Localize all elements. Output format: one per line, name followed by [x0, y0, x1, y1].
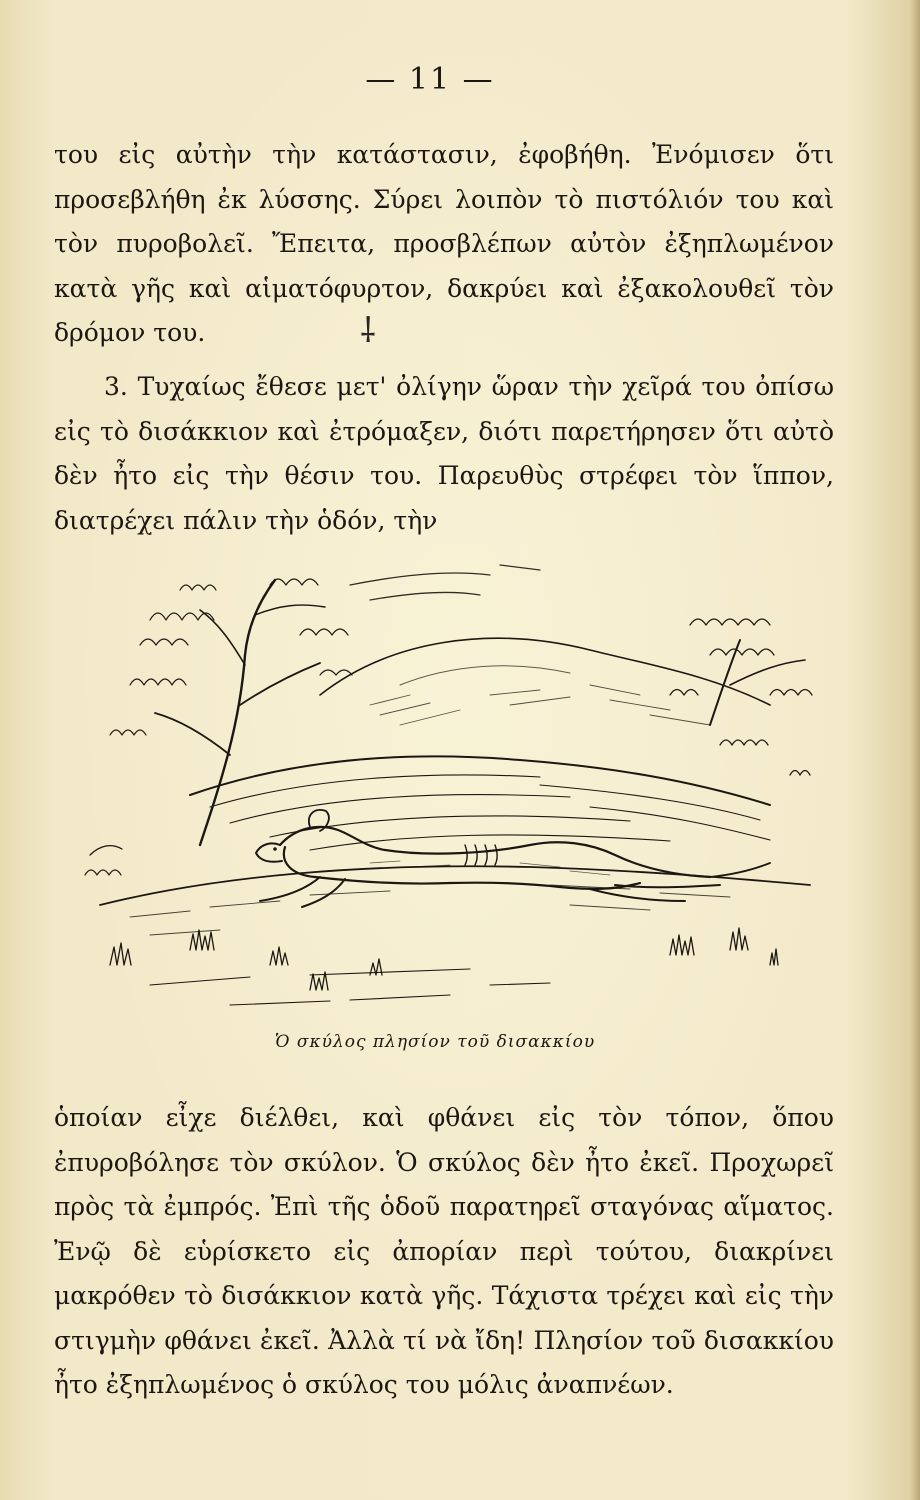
paragraph-middle: 3. Τυχαίως ἔθεσε μετ' ὀλίγην ὥραν τὴν χεῖρά του ὀπίσω εἰς τὸ δισάκκιον καὶ ἐτρόμαξεν, διότι παρετήρησεν ὅτι αὐτὸ δὲν ἦτο εἰς τὴν θέσιν του. Παρευθὺς στρέφει τὸν ἵππον, διατρέχει πάλιν τὴν ὁδόν, τὴν — [54, 372, 834, 535]
page-number: — 11 — — [365, 62, 495, 97]
illustration-caption: Ὁ σκύλος πλησίον τοῦ δισακκίου — [274, 1032, 596, 1052]
handwritten-mark: ⸸ — [360, 311, 376, 351]
paragraph-top: του εἰς αὐτὴν τὴν κατάστασιν, ἐφοβήθη. Ἐνόμισεν ὅτι προσεβλήθη ἐκ λύσσης. Σύρει λοιπὸν τὸ πιστόλιόν του καὶ τὸν πυροβολεῖ. Ἔπειτα, προσβλέπων αὐτὸν ἐξηπλωμένον κατὰ γῆς καὶ αἱματόφυρτον, δακρύει καὶ ἐξακολουθεῖ τὸν δρόμον του. — [54, 140, 834, 347]
dog-engraving-icon — [70, 545, 840, 1025]
paragraph-bottom: ὁποίαν εἶχε διέλθει, καὶ φθάνει εἰς τὸν τόπον, ὅπου ἐπυροβόλησε τὸν σκύλον. Ὁ σκύλος δὲν ἦτο ἐκεῖ. Προχωρεῖ πρὸς τὰ ἐμπρός. Ἐπὶ τῆς ὁδοῦ παρατηρεῖ σταγόνας αἵματος. Ἐνῷ δὲ εὑρίσκετο εἰς ἀπορίαν περὶ τούτου, διακρίνει μακρόθεν τὸ δισάκκιον κατὰ γῆς. Τάχιστα τρέχει καὶ εἰς τὴν στιγμὴν φθάνει ἐκεῖ. Ἀλλὰ τί νὰ ἴδη! Πλησίον τοῦ δισακκίου ἦτο ἐξηπλωμένος ὁ σκύλος του μόλις ἀναπνέων. — [54, 1103, 834, 1399]
page-edge-shadow — [910, 0, 920, 1500]
